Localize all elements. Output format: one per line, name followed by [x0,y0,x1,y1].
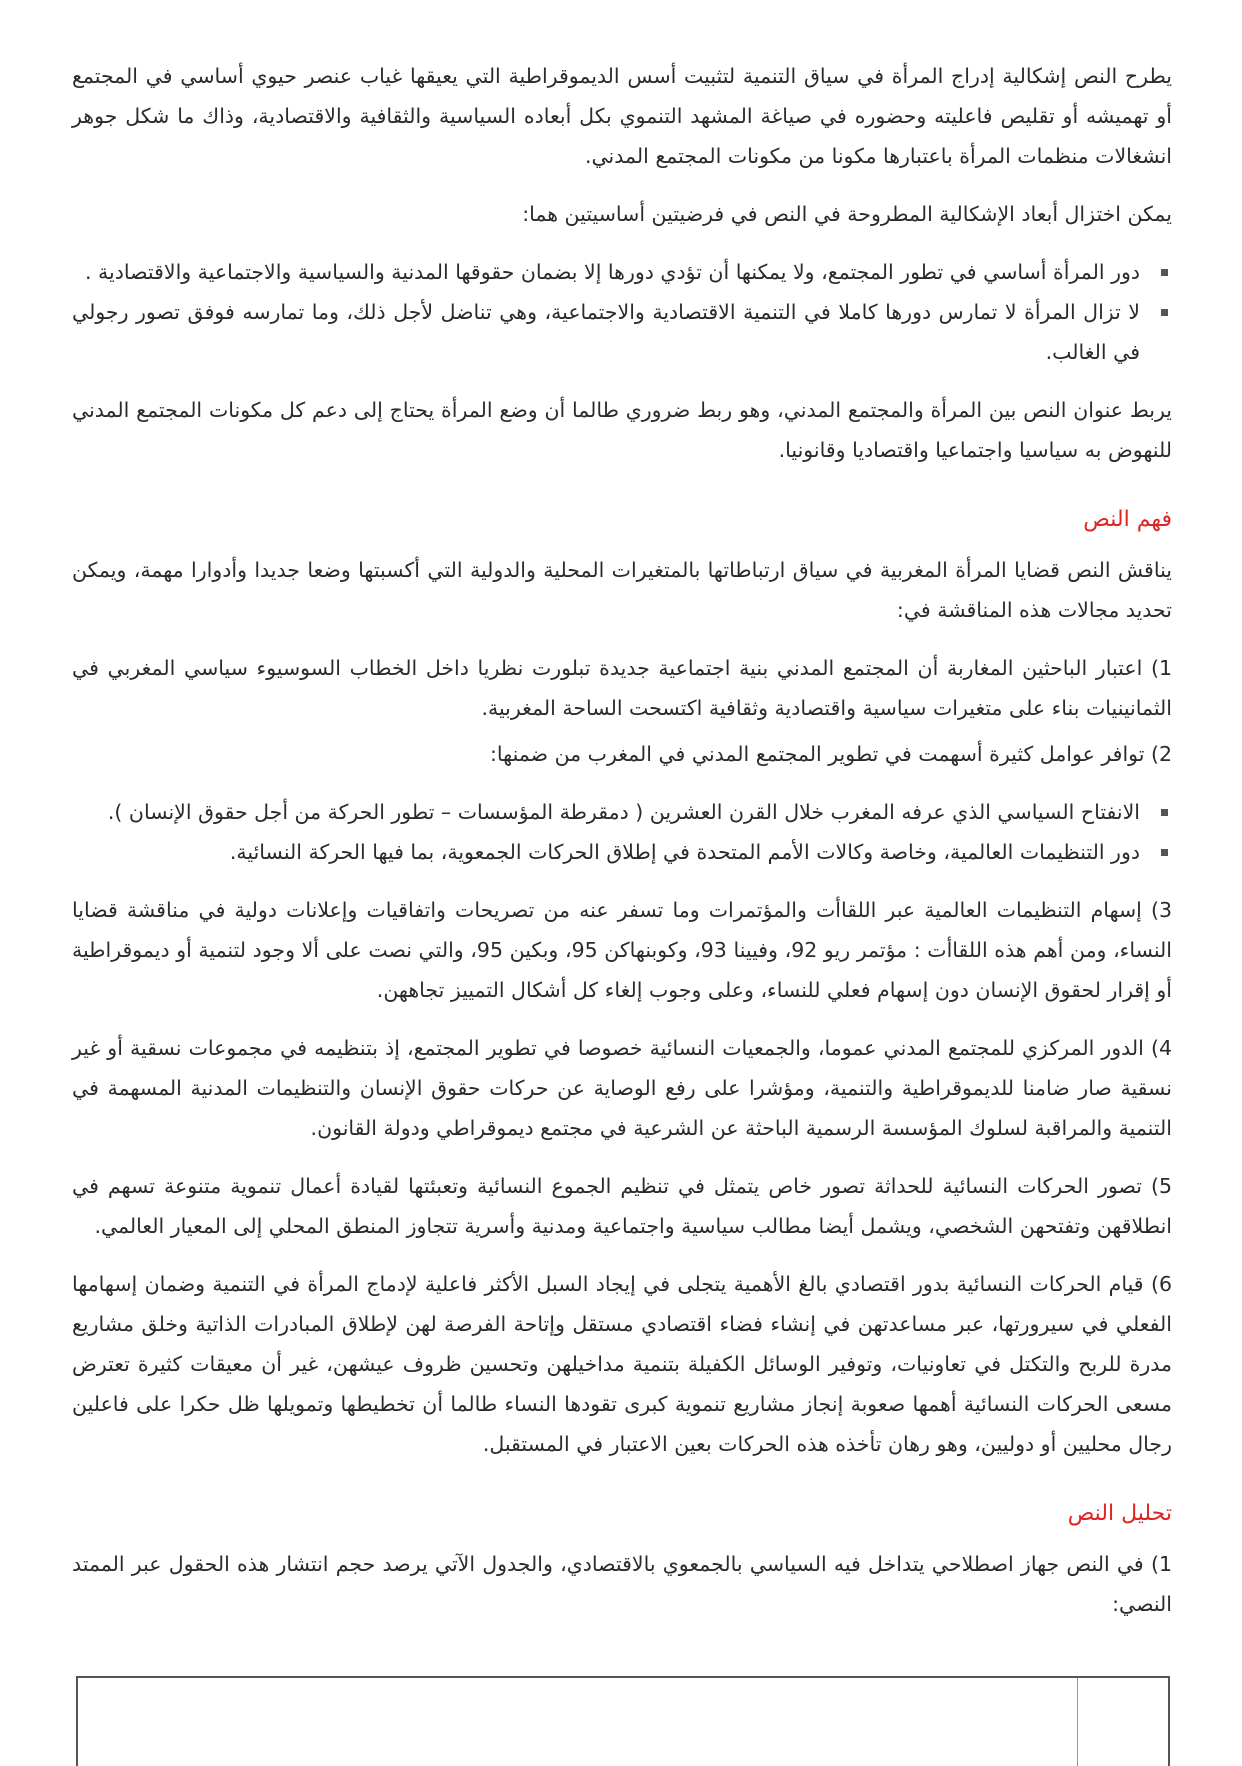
title-link-paragraph: يربط عنوان النص بين المرأة والمجتمع المدني، وهو ربط ضروري طالما أن وضع المرأة يحتاج إلى دعم كل مكونات المجتمع المدني للنهوض به سياسيا واجتماعيا واقتصاديا وقانونيا. [72,398,1172,462]
understanding-intro: يناقش النص قضايا المرأة المغربية في سياق ارتباطاتها بالمتغيرات المحلية والدولية التي أكسبتها وضعا جديدا وأدوارا مهمة، ويمكن تحديد مجالات هذه المناقشة في: [72,558,1172,622]
intro-paragraph: يطرح النص إشكالية إدراج المرأة في سياق التنمية لتثبيت أسس الديموقراطية التي يعيقها غياب عنصر حيوي أساسي في المجتمع أو تهميشه أو تقليص فاعليته وحضوره في صياغة المشهد التنموي بكل أبعاده السياسية والثقافية والاقتصادية، وذاك ما شكل جوهر انشغالات منظمات المرأة باعتبارها مكونا من مكونات المجتمع المدني. [72,64,1172,168]
understanding-point-3: 3) إسهام التنظيمات العالمية عبر اللقاأت والمؤتمرات وما تسفر عنه من تصريحات واتفاقيات وإعلانات دولية في مناقشة قضايا النساء، ومن أهم هذه اللقاأت : مؤتمر ريو 92، وفيينا 93، وكوبنهاكن 95، وبكين 95، والتي نصت على ألا وجود لتنمية أو ديموقراطية أو إقرار لحقوق الإنسان دون إسهام فعلي للنساء، وعلى وجوب إلغاء كل أشكال التمييز تجاههن. [72,898,1172,1002]
list-item: الانفتاح السياسي الذي عرفه المغرب خلال القرن العشرين ( دمقرطة المؤسسات – تطور الحركة من أجل حقوق الإنسان ). [72,792,1172,832]
section-heading-understanding: فهم النص [1083,507,1172,532]
hypotheses-list [72,252,1172,372]
factors-list [72,792,1172,872]
hypotheses-intro: يمكن اختزال أبعاد الإشكالية المطروحة في النص في فرضيتين أساسيتين هما: [522,202,1172,226]
understanding-point-6: 6) قيام الحركات النسائية بدور اقتصادي بالغ الأهمية يتجلى في إيجاد السبل الأكثر فاعلية لإدماج المرأة في التنمية وضمان إسهامها الفعلي في سيرورتها، عبر مساعدتهن في إنشاء فضاء اقتصادي مستقل وإتاحة الفرصة لهن لإطلاق المبادرات الذاتية وخلق مشاريع مدرة للربح والتكتل في تعاونيات، وتوفير الوسائل الكفيلة بتنمية مداخيلهن وتحسين ظروف عيشهن، غير أن معيقات كثيرة تعترض مسعى الحركات النسائية أهمها صعوبة إنجاز مشاريع تنموية كبرى تقودها النساء طالما أن تخطيطها وتمويلها ظل حكرا على فاعلين رجال محليين أو دوليين، وهو رهان تأخذه هذه الحركات بعين الاعتبار في المستقبل. [72,1272,1172,1456]
understanding-point-4: 4) الدور المركزي للمجتمع المدني عموما، والجمعيات النسائية خصوصا في تطوير المجتمع، إذ بتنظيمه في مجموعات نسقية أو غير نسقية صار ضامنا للديموقراطية والتنمية، ومؤشرا على رفع الوصاية عن حركات حقوق الإنسان والتنظيمات المدنية المسهمة في التنمية والمراقبة لسلوك المؤسسة الرسمية الباحثة عن الشرعية في مجتمع ديموقراطي ودولة القانون. [72,1036,1172,1140]
list-item: دور المرأة أساسي في تطور المجتمع، ولا يمكنها أن تؤدي دورها إلا بضمان حقوقها المدنية والسياسية والاجتماعية والاقتصادية . [72,252,1172,292]
section-heading-analysis: تحليل النص [1067,1501,1172,1526]
analysis-point-1: 1) في النص جهاز اصطلاحي يتداخل فيه السياسي بالجمعوي بالاقتصادي، والجدول الآتي يرصد حجم انتشار هذه الحقول عبر الممتد النصي: [72,1552,1172,1616]
document-page [72,56,1172,1642]
understanding-point-2: 2) توافر عوامل كثيرة أسهمت في تطوير المجتمع المدني في المغرب من ضمنها: [490,742,1172,766]
understanding-point-5: 5) تصور الحركات النسائية للحداثة تصور خاص يتمثل في تنظيم الجموع النسائية وتعبئتها لقيادة أعمال تنموية متنوعة تسهم في انطلاقهن وتفتحهن الشخصي، ويشمل أيضا مطالب سياسية واجتماعية ومدنية وأسرية تتجاوز المنطق المحلي إلى المعيار العالمي. [72,1174,1172,1238]
table-column-divider [1077,1678,1078,1766]
list-item: لا تزال المرأة لا تمارس دورها كاملا في التنمية الاقتصادية والاجتماعية، وهي تناضل لأجل ذلك، وما تمارسه فوفق تصور رجولي في الغالب. [72,292,1172,372]
understanding-point-1: 1) اعتبار الباحثين المغاربة أن المجتمع المدني بنية اجتماعية جديدة تبلورت نظريا داخل الخطاب السوسيوء سياسي المغربي في الثمانينيات بناء على متغيرات سياسية واقتصادية وثقافية اكتسحت الساحة المغربية. [72,656,1172,720]
list-item: دور التنظيمات العالمية، وخاصة وكالات الأمم المتحدة في إطلاق الحركات الجمعوية، بما فيها الحركة النسائية. [72,832,1172,872]
terms-table-frame [76,1676,1170,1766]
